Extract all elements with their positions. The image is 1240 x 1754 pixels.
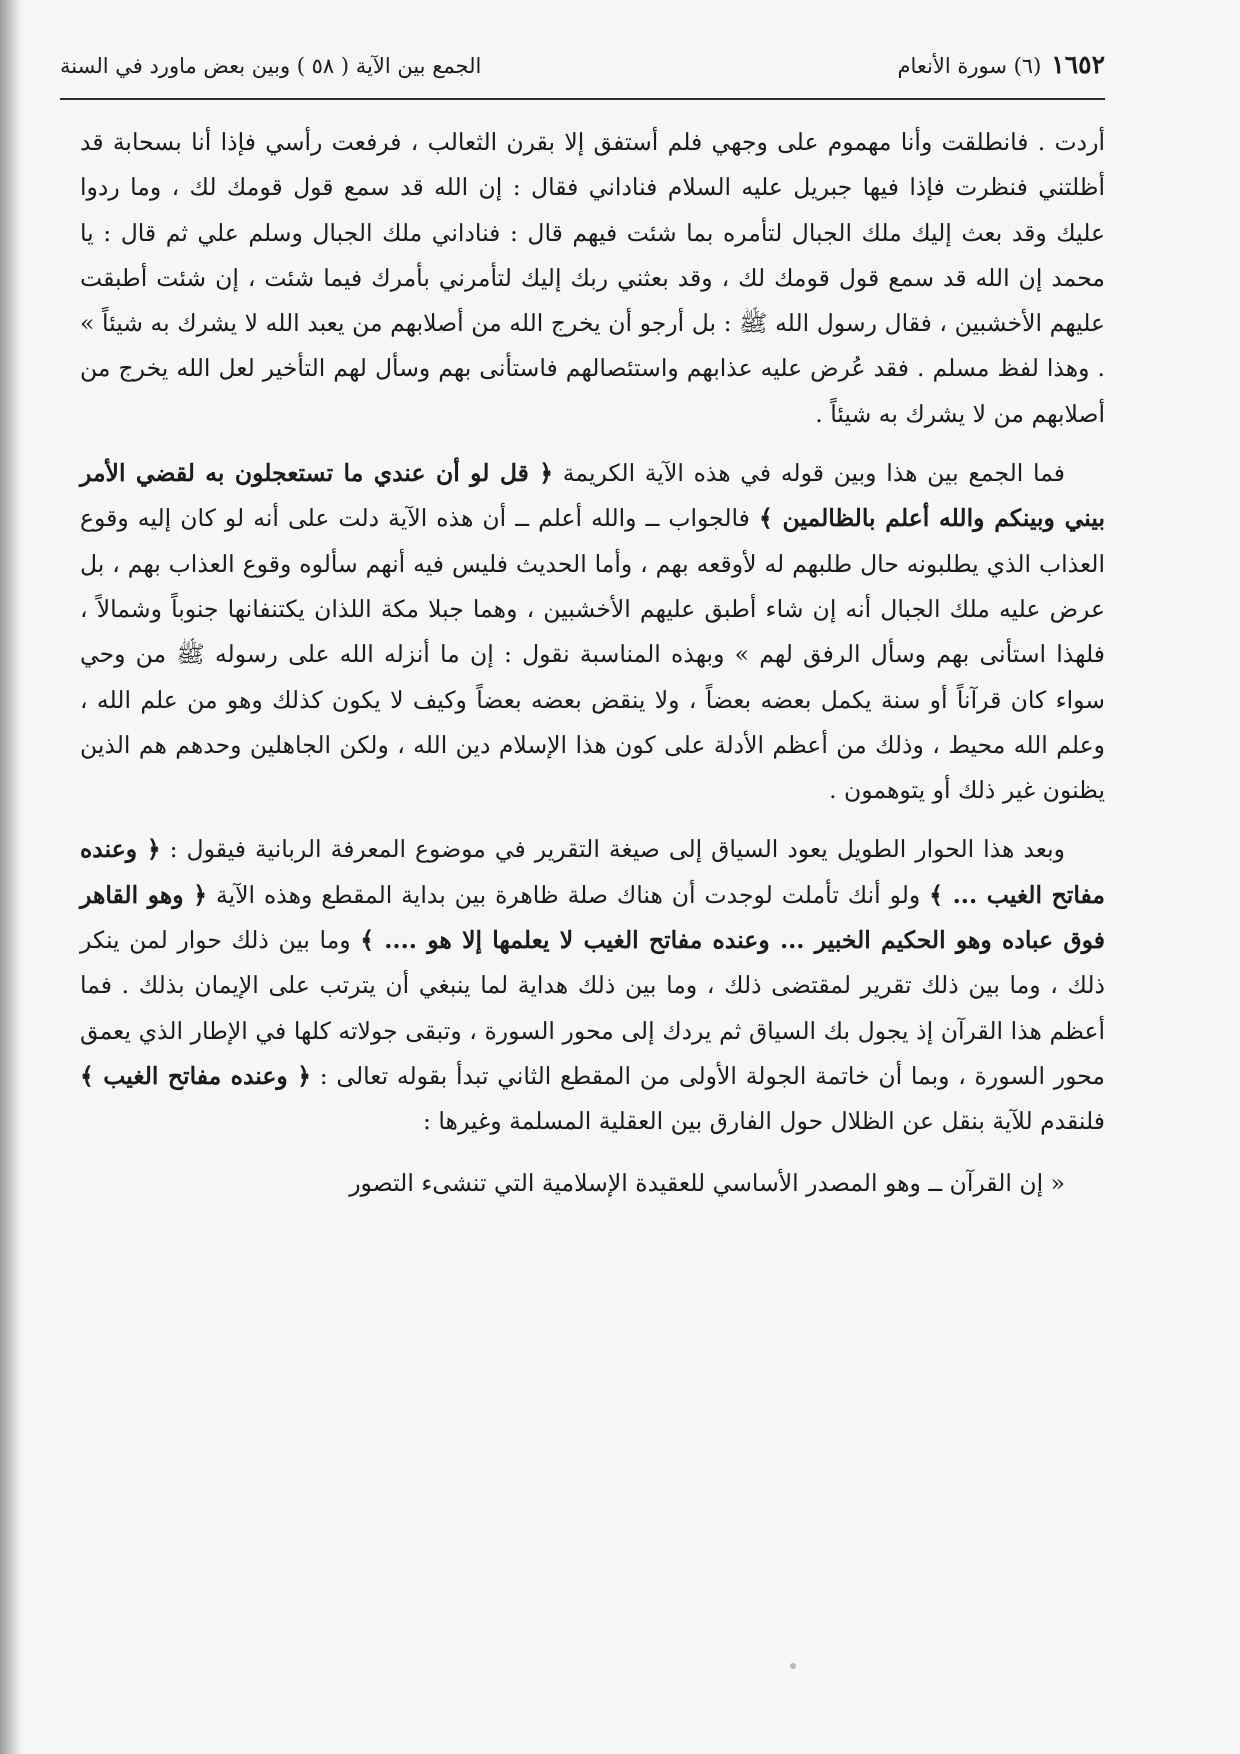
quran-verse: ﴿ وعنده مفاتح الغيب ﴾: [80, 1061, 311, 1090]
quran-verse: ﴿ وهو القاهر فوق عباده وهو الحكيم الخبير ... وعنده مفاتح الغيب لا يعلمها إلا هو .... ﴾: [80, 880, 1105, 955]
text-segment: ولو أنك تأملت لوجدت أن هناك صلة ظاهرة بين بداية المقطع وهذه الآية: [207, 880, 930, 909]
text-segment: أردت . فانطلقت وأنا مهموم على وجهي فلم أستفق إلا بقرن الثعالب ، فرفعت رأسي فإذا أنا بسحابة قد أظلتني فنظرت فإذا فيها جبريل عليه السلام فناداني فقال : إن الله قد سمع قول قومك لك ، وما ردوا عليك وقد بعث إليك ملك الجبال لتأمره بما شئت فيهم قال : فناداني ملك الجبال وسلم علي ثم قال : يا محمد إن الله قد سمع قول قومك لك ، وقد بعثني ربك إليك لتأمرني بأمرك فيما شئت ، إن شئت أطبقت عليهم الأخشبين ، فقال رسول الله ﷺ : بل أرجو أن يخرج الله من أصلابهم من يعبد الله لا يشرك به شيئاً » . وهذا لفظ مسلم . فقد عُرض عليه عذابهم واستئصالهم فاستأنى بهم وسأل لهم التأخير لعل الله يخرج من أصلابهم من لا يشرك به شيئاً .: [80, 128, 1105, 428]
quran-verse: ﴿ وعنده مفاتح الغيب ... ﴾: [80, 835, 1105, 909]
page-number: ١٦٥٢: [1051, 50, 1105, 79]
header-line: [60, 50, 1105, 79]
text-segment: وما بين ذلك حوار لمن ينكر ذلك ، وما بين ذلك تقرير لمقتضى ذلك ، وما بين ذلك هداية لما ينبغي أن يترتب على الإيمان بذلك . فما أعظم هذا القرآن إذ يجول بك السياق ثم يردك إلى محور السورة ، وتبقى جولاته كلها في الإطار الذي يعمق محور السورة ، وبما أن خاتمة الجولة الأولى من المقطع الثاني تبدأ بقوله تعالى :: [80, 926, 1105, 1090]
text-segment: فما الجمع بين هذا وبين قوله في هذه الآية الكريمة: [553, 459, 1066, 488]
page-body: [80, 120, 1105, 1206]
paragraph-1: [80, 120, 1105, 437]
header-right: [897, 50, 1105, 79]
text-segment: فلنقدم للآية بنقل عن الظلال حول الفارق بين العقلية المسلمة وغيرها :: [423, 1107, 1105, 1136]
section-title: الجمع بين الآية ( ٥٨ ) وبين بعض ماورد في السنة: [60, 54, 482, 78]
running-header: [60, 50, 1105, 102]
quran-verse: ﴿ قل لو أن عندي ما تستعجلون به لقضي الأمر بيني وبينكم والله أعلم بالظالمين ﴾: [80, 459, 1105, 533]
paragraph-2: [80, 451, 1105, 813]
page-speck: [790, 1663, 796, 1669]
text-segment: « إن القرآن ــ وهو المصدر الأساسي للعقيدة الإسلامية التي تنشىء التصور: [349, 1168, 1065, 1197]
paragraph-4: [80, 1161, 1105, 1206]
text-segment: وبعد هذا الحوار الطويل يعود السياق إلى صيغة التقرير في موضوع المعرفة الربانية فيقول :: [160, 835, 1065, 864]
header-rule: [60, 98, 1105, 100]
header-left: [60, 54, 481, 78]
surah-title: (٦) سورة الأنعام: [897, 54, 1042, 78]
paragraph-3: [80, 827, 1105, 1144]
text-segment: فالجواب ــ والله أعلم ــ أن هذه الآية دلت على أنه لو كان إليه وقوع العذاب الذي يطلبونه حال طلبهم له لأوقعه بهم ، وأما الحديث فليس فيه أنهم سألوه وقوع العذاب بهم ، بل عرض عليه ملك الجبال أنه إن شاء أطبق عليهم الأخشبين ، وهما جبلا مكة اللذان يكتنفانها جنوباً وشمالاً ، فلهذا استأنى بهم وسأل الرفق لهم » وبهذه المناسبة نقول : إن ما أنزله الله على رسوله ﷺ من وحي سواء كان قرآناً أو سنة يكمل بعضه بعضاً ، ولا ينقض بعضه بعضاً وكيف لا يكون كذلك وهو من علم الله ، وعلم الله محيط ، وذلك من أعظم الأدلة على كون هذا الإسلام دين الله ، ولكن الجاهلين وحدهم هم الذين يظنون غير ذلك أو يتوهمون .: [80, 504, 1105, 805]
scan-edge-shadow: [0, 0, 22, 1754]
